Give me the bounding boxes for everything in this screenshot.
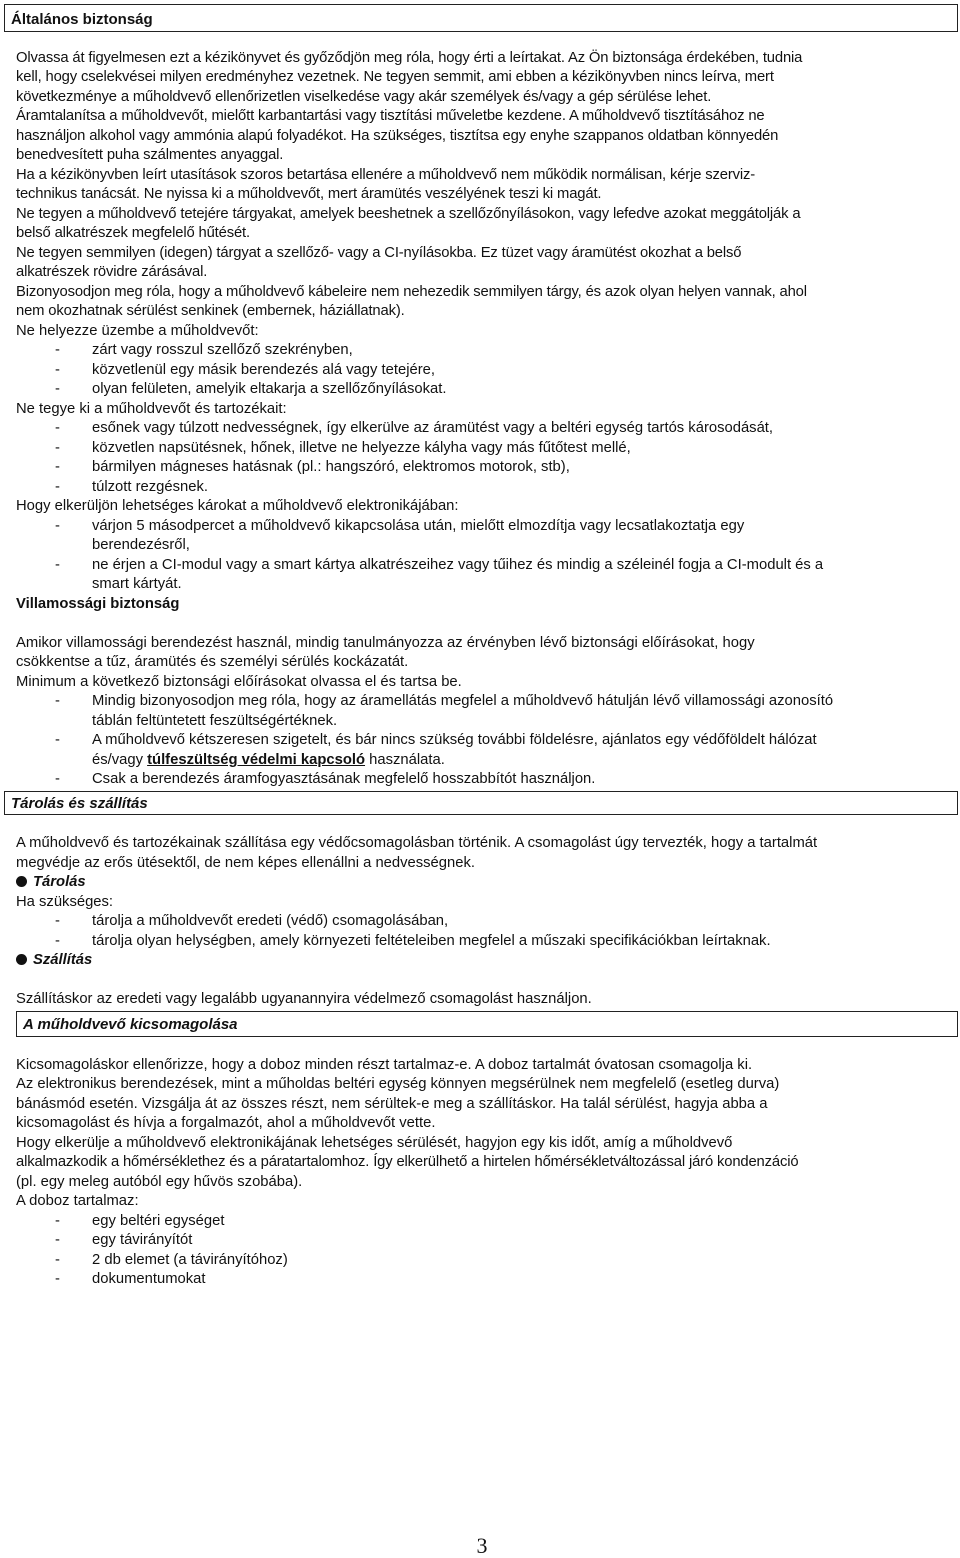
list-dash: - [55,518,60,534]
general-line-2: kell, hogy cselekvései milyen eredményhez vezetnek. Ne tegyen semmit, ami ebben a kézikönyvben nincs leírva, mert [16,69,774,85]
general-line-14: nem okozhatnak sérülést senkinek (embernek, háziállatnak). [16,303,405,319]
list-item: bármilyen mágneses hatásnak (pl.: hangszóró, elektromos motorok, stb), [92,459,570,475]
general-line-11: Ne tegyen semmilyen (idegen) tárgyat a szellőző- vagy a CI-nyílásokba. Ez tüzet vagy áramütést okozhat a belső [16,245,742,261]
list-item: Mindig bizonyosodjon meg róla, hogy az áramellátás megfelel a műholdvevő hátulján lévő villamossági azonosító [92,693,834,709]
transport-subheading [16,951,92,971]
storage-subheading [16,873,86,893]
list-dash: - [55,1252,60,1268]
list-item: közvetlenül egy másik berendezés alá vagy tetejére, [92,362,435,378]
list-item-continuation [92,751,445,771]
general-line-8: technikus tanácsát. Ne nyissa ki a műholdvevőt, mert áramütés veszélyének teszi ki magát. [16,186,602,202]
list-item: túlzott rezgésnek. [92,479,208,495]
list-dash: - [55,479,60,495]
electrical-line-1: Amikor villamossági berendezést használ, mindig tanulmányozza az érvényben lévő biztonsági előírásokat, hogy [16,635,755,651]
storage-subtitle: Tárolás [33,874,86,890]
unpacking-line-2: Az elektronikus berendezések, mint a műholdas beltéri egység könnyen megsérülnek nem megfelelő (esetleg durva) [16,1076,780,1092]
electrical-safety-title: Villamossági biztonság [16,596,180,612]
transport-subtitle: Szállítás [33,952,93,968]
general-line-13: Bizonyosodjon meg róla, hogy a műholdvevő kábeleire nem nehezedik semmilyen tárgy, és azok olyan helyen vannak, ahol [16,284,807,300]
list-dash: - [55,771,60,787]
list-dash: - [55,913,60,929]
list-item: dokumentumokat [92,1271,206,1287]
general-line-3: következménye a műholdvevő ellenőrizetlen viselkedése vagy akár személyek és/vagy a gép sérülése lehet. [16,89,712,105]
storage-transport-title: Tárolás és szállítás [11,795,148,812]
general-line-10: belső alkatrészek megfelelő hűtését. [16,225,250,241]
surge-protector-emphasis: túlfeszültség védelmi kapcsoló [147,752,366,768]
list-dash: - [55,732,60,748]
storage-transport-heading [4,791,958,815]
text-run: használata. [365,752,445,768]
text-run: és/vagy [92,752,148,768]
unpacking-line-6: alkalmazkodik a hőmérséklethez és a páratartalomhoz. Így elkerülhető a hirtelen hőmérsékletváltozással járó kondenzáció [16,1154,799,1170]
general-line-1: Olvassa át figyelmesen ezt a kézikönyvet és győződjön meg róla, hogy érti a leírtakat. Az Ön biztonsága érdekében, tudnia [16,50,803,66]
unpacking-line-3: bánásmód esetén. Vizsgálja át az összes részt, nem sérültek-e meg a szállításkor. Ha talál sérülést, hagyja abba a [16,1096,768,1112]
unpacking-line-8: A doboz tartalmaz: [16,1193,139,1209]
general-line-9: Ne tegyen a műholdvevő tetejére tárgyakat, amelyek beeshetnek a szellőzőnyílásokon, vagy lefedve azokat meggátolják a [16,206,801,222]
list-dash: - [55,933,60,949]
list-item-continuation: smart kártyát. [92,576,182,592]
storage-line-2: megvédje az erős ütésektől, de nem képes ellenállni a nedvességnek. [16,855,475,871]
list-item: A műholdvevő kétszeresen szigetelt, és bár nincs szükség további földelésre, ajánlatos egy védőföldelt hálózat [92,732,817,748]
general-line-16: Ne tegye ki a műholdvevőt és tartozékait: [16,401,287,417]
list-item: ne érjen a CI-modul vagy a smart kártya alkatrészeihez vagy tűihez és mindig a széleinél fogja a CI-modult és a [92,557,824,573]
list-item-continuation: berendezésről, [92,537,190,553]
bullet-icon [16,954,27,965]
storage-line-1: A műholdvevő és tartozékainak szállítása egy védőcsomagolásban történik. A csomagolást úgy tervezték, hogy a tartalmát [16,835,818,851]
general-line-7: Ha a kézikönyvben leírt utasítások szoros betartása ellenére a műholdvevő nem működik normálisan, kérje szerviz- [16,167,756,183]
general-safety-title: Általános biztonság [11,11,153,28]
list-item: várjon 5 másodpercet a műholdvevő kikapcsolása után, mielőtt elmozdítja vagy lecsatlakoztatja egy [92,518,745,534]
list-dash: - [55,420,60,436]
unpacking-line-4: kicsomagolást és hívja a forgalmazót, ahol a műholdvevőt vette. [16,1115,436,1131]
general-line-17: Hogy elkerüljön lehetséges károkat a műholdvevő elektronikájában: [16,498,459,514]
list-item: esőnek vagy túlzott nedvességnek, így elkerülve az áramütést vagy a beltéri egység tartós károsodását, [92,420,774,436]
list-item: Csak a berendezés áramfogyasztásának megfelelő hosszabbítót használjon. [92,771,596,787]
list-item: zárt vagy rosszul szellőző szekrényben, [92,342,353,358]
unpacking-line-7: (pl. egy meleg autóból egy hűvös szobába). [16,1174,303,1190]
unpacking-title: A műholdvevő kicsomagolása [23,1016,238,1033]
electrical-line-3: Minimum a következő biztonsági előírásokat olvassa el és tartsa be. [16,674,462,690]
list-item: tárolja olyan helységben, amely környezeti feltételeiben megfelel a műszaki specifikációkban leírtaknak. [92,933,771,949]
list-dash: - [55,1213,60,1229]
transport-line: Szállításkor az eredeti vagy legalább ugyanannyira védelmező csomagolást használjon. [16,991,592,1007]
list-item: olyan felületen, amelyik eltakarja a szellőzőnyílásokat. [92,381,447,397]
page-number: 3 [476,1533,488,1558]
unpacking-heading [16,1011,958,1037]
general-line-12: alkatrészek rövidre zárásával. [16,264,208,280]
list-item: egy távirányítót [92,1232,193,1248]
list-dash: - [55,1271,60,1287]
list-item: egy beltéri egységet [92,1213,225,1229]
bullet-icon [16,876,27,887]
general-line-5: használjon alkohol vagy ammónia alapú folyadékot. Ha szükséges, tisztítsa egy enyhe szappanos oldatban könnyedén [16,128,779,144]
general-line-15: Ne helyezze üzembe a műholdvevőt: [16,323,259,339]
list-dash: - [55,1232,60,1248]
general-safety-heading [4,4,958,32]
list-dash: - [55,440,60,456]
list-item: közvetlen napsütésnek, hőnek, illetve ne helyezze kályha vagy más fűtőtest mellé, [92,440,631,456]
electrical-line-2: csökkentse a tűz, áramütés és személyi sérülés kockázatát. [16,654,409,670]
list-item: tárolja a műholdvevőt eredeti (védő) csomagolásában, [92,913,449,929]
unpacking-line-5: Hogy elkerülje a műholdvevő elektronikájának lehetséges sérülését, hagyjon egy kis időt, amíg a műholdvevő [16,1135,733,1151]
list-item: 2 db elemet (a távirányítóhoz) [92,1252,288,1268]
list-item-continuation: táblán feltüntetett feszültségértéknek. [92,713,338,729]
storage-line-3: Ha szükséges: [16,894,114,910]
general-line-4: Áramtalanítsa a műholdvevőt, mielőtt karbantartási vagy tisztítási műveletbe kezdene. A műholdvevő tisztításához ne [16,108,765,124]
list-dash: - [55,557,60,573]
list-dash: - [55,381,60,397]
list-dash: - [55,342,60,358]
general-line-6: benedvesített puha szálmentes anyaggal. [16,147,284,163]
list-dash: - [55,362,60,378]
list-dash: - [55,693,60,709]
list-dash: - [55,459,60,475]
unpacking-line-1: Kicsomagoláskor ellenőrizze, hogy a doboz minden részt tartalmaz-e. A doboz tartalmát óvatosan csomagolja ki. [16,1057,753,1073]
